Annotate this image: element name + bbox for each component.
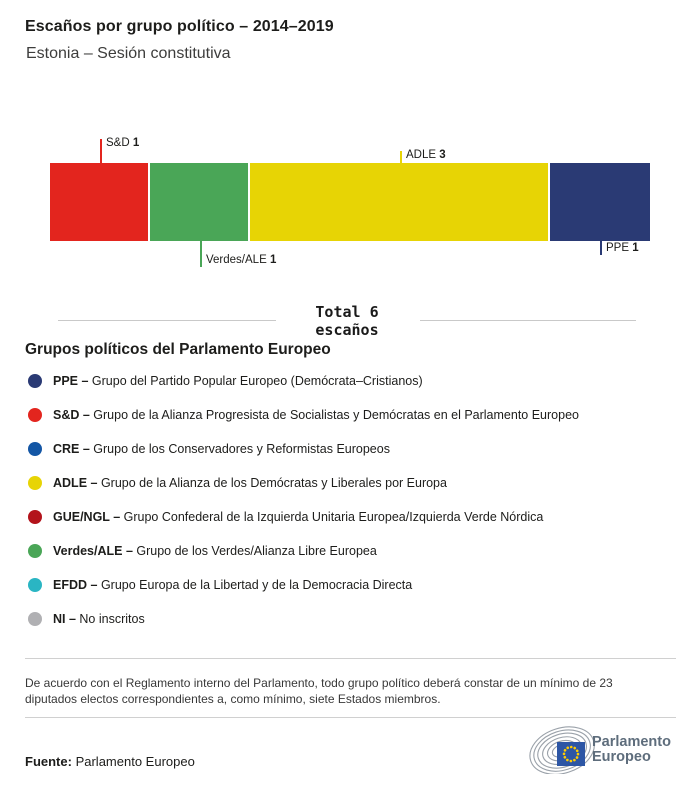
- eu-flag-icon: [557, 742, 585, 766]
- total-seats-line1: Total 6: [315, 303, 379, 321]
- footnote: [25, 676, 613, 707]
- legend-color-dot: [28, 544, 42, 558]
- footnote-divider-bottom: [25, 717, 676, 718]
- legend-heading: Grupos políticos del Parlamento Europeo: [25, 341, 331, 358]
- legend-row-ppe: [28, 364, 688, 398]
- source-label: Fuente:: [25, 754, 72, 769]
- callout-label-ppe: PPE 1: [606, 242, 639, 254]
- legend-item-text: NI – No inscritos: [53, 612, 145, 626]
- footnote-divider-top: [25, 658, 676, 659]
- page-title: Escaños por grupo político – 2014–2019: [25, 18, 334, 35]
- callout-label-adle: ADLE 3: [406, 149, 446, 161]
- bar-segment-adle: [250, 163, 550, 241]
- legend-row-efdd: [28, 568, 688, 602]
- callout-label-verdes-ale: Verdes/ALE 1: [206, 254, 277, 266]
- logo-wordmark: [592, 735, 671, 764]
- legend-item-text: PPE – Grupo del Partido Popular Europeo (Demócrata–Cristianos): [53, 374, 423, 388]
- legend-color-dot: [28, 510, 42, 524]
- bar-segment-verdes-ale: [150, 163, 250, 241]
- legend-item-text: Verdes/ALE – Grupo de los Verdes/Alianza Libre Europea: [53, 544, 377, 558]
- source-value: Parlamento Europeo: [75, 754, 195, 769]
- legend-color-dot: [28, 408, 42, 422]
- callout-tick-adle: [400, 151, 402, 163]
- legend-item-text: EFDD – Grupo Europa de la Libertad y de la Democracia Directa: [53, 578, 413, 592]
- bar-segment-s-d: [50, 163, 150, 241]
- source-line: [25, 754, 195, 769]
- total-seats-line2: escaños: [315, 321, 379, 339]
- total-seats-label: [260, 303, 434, 339]
- legend-color-dot: [28, 476, 42, 490]
- page-subtitle: Estonia – Sesión constitutiva: [26, 45, 231, 62]
- footnote-line1: De acuerdo con el Reglamento interno del Parlamento, todo grupo político deberá constar de un mínimo de 23: [25, 676, 613, 690]
- legend-color-dot: [28, 578, 42, 592]
- total-divider-left: [58, 320, 276, 321]
- legend-item-text: GUE/NGL – Grupo Confederal de la Izquierda Unitaria Europea/Izquierda Verde Nórdica: [53, 510, 544, 524]
- logo-line2: Europeo: [592, 748, 651, 765]
- legend-item-text: S&D – Grupo de la Alianza Progresista de Socialistas y Demócratas en el Parlamento Europeo: [53, 408, 579, 422]
- legend-item-text: CRE – Grupo de los Conservadores y Reformistas Europeos: [53, 442, 390, 456]
- legend-row-ni: [28, 602, 688, 636]
- footnote-line2: diputados electos correspondientes a, como mínimo, siete Estados miembros.: [25, 691, 441, 706]
- bar-segment-ppe: [550, 163, 650, 241]
- legend-item-text: ADLE – Grupo de la Alianza de los Demócratas y Liberales por Europa: [53, 476, 447, 490]
- legend-color-dot: [28, 374, 42, 388]
- legend-row-gue-ngl: [28, 500, 688, 534]
- legend-color-dot: [28, 612, 42, 626]
- callout-label-s-d: S&D 1: [106, 137, 140, 149]
- callout-tick-s-d: [100, 139, 102, 163]
- legend-row-adle: [28, 466, 688, 500]
- legend-color-dot: [28, 442, 42, 456]
- legend-row-verdes-ale: [28, 534, 688, 568]
- total-divider-right: [420, 320, 636, 321]
- legend-row-cre: [28, 432, 688, 466]
- callout-tick-ppe: [600, 241, 602, 255]
- callout-tick-verdes-ale: [200, 241, 202, 267]
- logo-line1: Parlamento: [592, 734, 671, 750]
- legend-row-s-d: [28, 398, 688, 432]
- seat-bar-chart: [50, 163, 650, 241]
